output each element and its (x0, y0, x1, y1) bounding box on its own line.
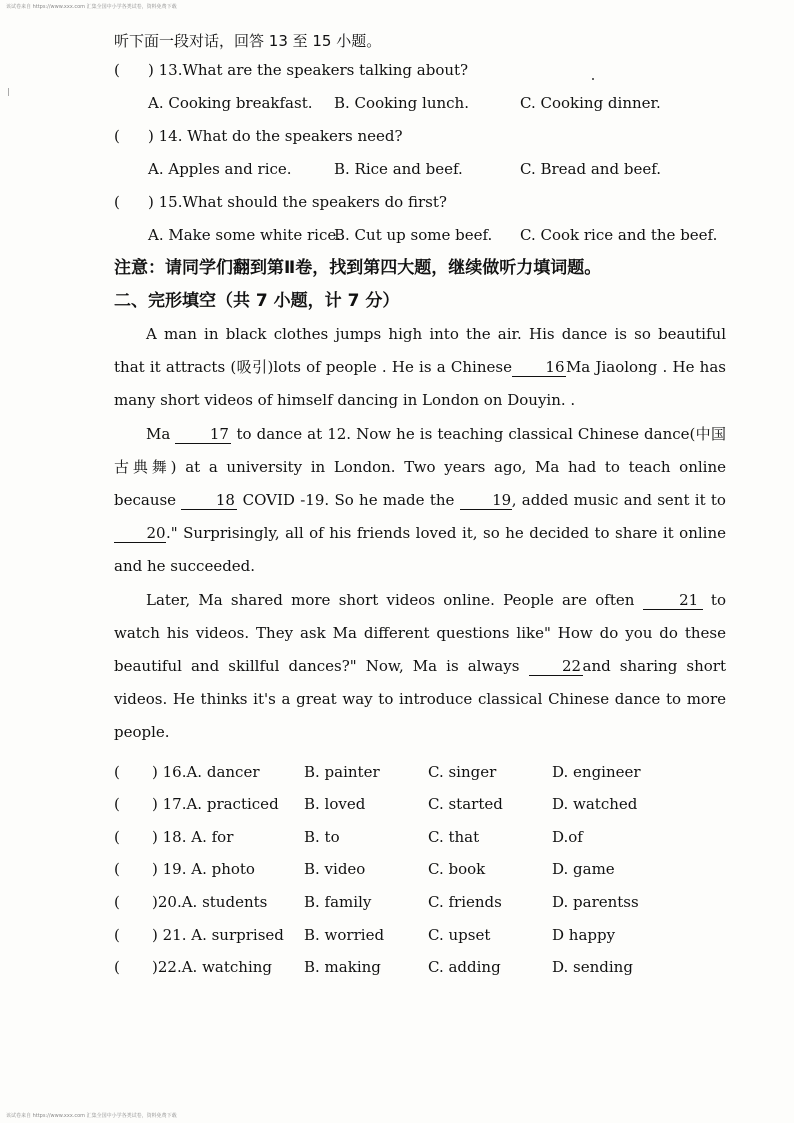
passage-text: to dance at 12. Now he is teaching classical Chinese dance(中国古典舞) at a university in London. Two years ago, Ma had to teach online because (114, 424, 726, 510)
cloze-heading: 二、完形填空（共 7 小题，计 7 分） (114, 291, 400, 311)
question-14-options (114, 153, 726, 186)
option-b[interactable]: B. Cut up some beef. (334, 226, 493, 244)
option-a[interactable]: ) 18. A. for (152, 827, 234, 846)
option-d[interactable]: D. sending (552, 958, 633, 977)
answer-paren[interactable]: ( (114, 61, 120, 79)
option-c[interactable]: C. started (428, 795, 503, 814)
choice-row-16 (114, 756, 726, 789)
passage-text: to watch his videos. They ask Ma different questions like" How do you do these beautiful and skillful dances?" Now, Ma is always (114, 590, 726, 676)
blank-21[interactable]: 21 (643, 591, 703, 610)
answer-paren[interactable]: ( (114, 127, 120, 145)
answer-paren[interactable]: ( (114, 795, 120, 814)
blank-20[interactable]: 20 (114, 524, 166, 543)
cloze-passage (114, 318, 726, 750)
passage-text: , added music and sent it to (511, 491, 726, 510)
option-b[interactable]: B. worried (304, 925, 385, 944)
choice-row-19 (114, 853, 726, 886)
option-a[interactable]: ) 17.A. practiced (152, 795, 279, 814)
option-a[interactable]: A. Apples and rice. (148, 160, 292, 178)
option-c[interactable]: C. friends (428, 893, 502, 912)
exam-page (114, 28, 726, 984)
scan-speck (592, 78, 594, 80)
passage-text: Ma (146, 424, 171, 443)
notice: 注意：请同学们翻到第Ⅱ卷，找到第四大题，继续做听力填词题。 (114, 258, 602, 278)
option-d[interactable]: D.of (552, 827, 583, 846)
answer-paren[interactable]: ( (114, 762, 120, 781)
blank-22[interactable]: 22 (529, 657, 583, 676)
answer-paren[interactable]: ( (114, 193, 120, 211)
passage-paragraph-3 (114, 584, 726, 750)
scan-speck (8, 88, 9, 96)
option-b[interactable]: B. Cooking lunch. (334, 94, 469, 112)
option-b[interactable]: B. to (304, 827, 340, 846)
option-a[interactable]: ) 21. A. surprised (152, 925, 284, 944)
choice-row-18 (114, 821, 726, 854)
option-d[interactable]: D. game (552, 860, 615, 879)
answer-paren[interactable]: ( (114, 893, 120, 912)
passage-paragraph-1 (114, 318, 726, 418)
option-a[interactable]: ) 16.A. dancer (152, 762, 260, 781)
option-a[interactable]: A. Make some white rice. (148, 226, 341, 244)
option-a[interactable]: )22.A. watching (152, 958, 273, 977)
option-b[interactable]: B. video (304, 860, 366, 879)
passage-paragraph-2 (114, 418, 726, 584)
option-c[interactable]: C. adding (428, 958, 501, 977)
option-a[interactable]: A. Cooking breakfast. (148, 94, 313, 112)
option-d[interactable]: D. engineer (552, 762, 641, 781)
blank-17[interactable]: 17 (175, 425, 231, 444)
option-c[interactable]: C. Cook rice and the beef. (520, 226, 718, 244)
passage-text: and sharing short videos. He thinks it's a great way to introduce classical Chinese dance to more people. (114, 657, 726, 742)
option-b[interactable]: B. Rice and beef. (334, 160, 463, 178)
passage-text: COVID -19. So he made the (242, 491, 455, 510)
answer-paren[interactable]: ( (114, 827, 120, 846)
option-b[interactable]: B. making (304, 958, 381, 977)
option-b[interactable]: B. painter (304, 762, 380, 781)
listening-intro: 听下面一段对话，回答 13 至 15 小题。 (114, 32, 382, 50)
option-a[interactable]: ) 19. A. photo (152, 860, 255, 879)
passage-text: Ma Jiaolong . He has many short videos of himself dancing in London on Douyin. . (114, 358, 726, 410)
option-c[interactable]: C. that (428, 827, 480, 846)
option-c[interactable]: C. singer (428, 762, 497, 781)
blank-18[interactable]: 18 (181, 491, 237, 510)
passage-text: A man in black clothes jumps high into the air. His dance is so beautiful that it attracts (吸引)lots of people . He is a Chinese (114, 325, 726, 377)
option-c[interactable]: C. upset (428, 925, 491, 944)
question-14 (114, 120, 726, 153)
option-c[interactable]: C. Cooking dinner. (520, 94, 661, 112)
watermark-bottom: 该试卷来自 https://www.xxx.com 汇集全国中小学各类试卷，资料免费下载 (6, 1113, 177, 1119)
passage-text: Later, Ma shared more short videos online. People are often (146, 590, 635, 609)
option-d[interactable]: D. parentss (552, 893, 639, 912)
question-13 (114, 54, 726, 87)
choice-row-21 (114, 919, 726, 952)
option-b[interactable]: B. family (304, 893, 372, 912)
question-text: ) 13.What are the speakers talking about? (148, 61, 469, 79)
option-b[interactable]: B. loved (304, 795, 366, 814)
question-text: ) 15.What should the speakers do first? (148, 193, 447, 211)
blank-16[interactable]: 16 (512, 358, 566, 377)
choice-row-20 (114, 886, 726, 919)
cloze-choices (114, 756, 726, 984)
choice-row-17 (114, 788, 726, 821)
answer-paren[interactable]: ( (114, 925, 120, 944)
question-15 (114, 186, 726, 219)
blank-19[interactable]: 19 (460, 491, 512, 510)
question-text: ) 14. What do the speakers need? (148, 127, 403, 145)
passage-text: ." Surprisingly, all of his friends loved it, so he decided to share it online and he succeeded. (114, 524, 726, 576)
option-c[interactable]: C. Bread and beef. (520, 160, 661, 178)
watermark-top: 该试卷来自 https://www.xxx.com 汇集全国中小学各类试卷，资料免费下载 (6, 4, 177, 10)
option-c[interactable]: C. book (428, 860, 486, 879)
option-a[interactable]: )20.A. students (152, 893, 268, 912)
choice-row-22 (114, 951, 726, 984)
answer-paren[interactable]: ( (114, 958, 120, 977)
question-15-options (114, 219, 726, 252)
answer-paren[interactable]: ( (114, 860, 120, 879)
question-13-options (114, 87, 726, 120)
option-d[interactable]: D. watched (552, 795, 638, 814)
option-d[interactable]: D happy (552, 925, 616, 944)
